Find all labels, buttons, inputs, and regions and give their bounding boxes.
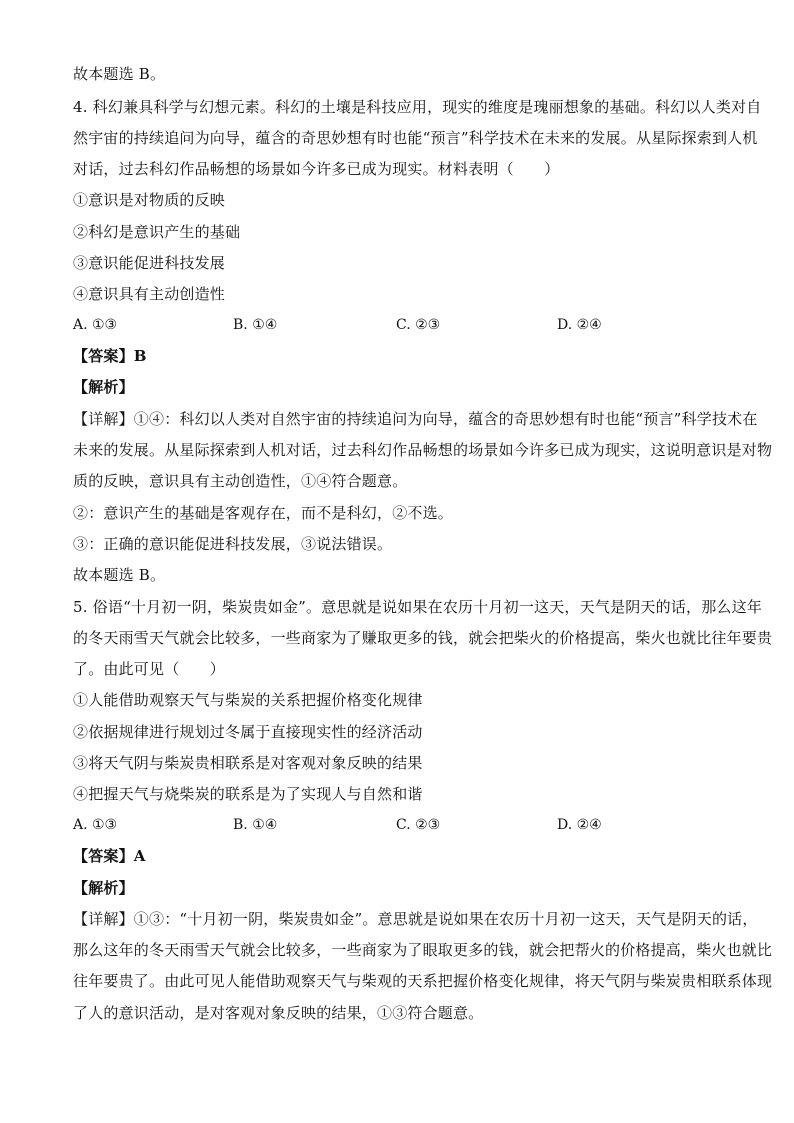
text-line: 的冬天雨雪天气就会比较多，一些商家为了赚取更多的钱，就会把柴火的价格提高，柴火也就比往年要贵 (73, 629, 773, 647)
text-line: 然宇宙的持续追问为向导，蕴含的奇思妙想有时也能“预言”科学技术在未来的发展。从星际探索到人机 (73, 129, 758, 147)
statement-4: ④把握天气与烧柴炭的联系是为了实现人与自然和谐 (73, 785, 423, 803)
statement-1: ①意识是对物质的反映 (73, 191, 226, 209)
explanation-line: 往年要贵了。由此可见人能借助观察天气与柴观的天系把握价格变化规律，将天气阴与柴炭贵相联系体现 (73, 972, 773, 990)
explanation-line: 【详解】①③：“十月初一阴，柴炭贵如金”。意思就是说如果在农历十月初一这天，天气是阴天的话， (73, 910, 758, 928)
statement-3: ③将天气阴与柴炭贵相联系是对客观对象反映的结果 (73, 754, 423, 772)
answer-label: 【答案】A (73, 847, 146, 865)
explanation-line: ②：意识产生的基础是客观存在，而不是科幻，②不选。 (73, 504, 454, 522)
q5-option-a: A. ①③ (73, 817, 118, 833)
statement-3: ③意识能促进科技发展 (73, 254, 226, 272)
statement-1: ①人能借助观察天气与柴炭的关系把握价格变化规律 (73, 691, 423, 709)
q5-option-d: D. ②④ (557, 817, 602, 833)
answer-label: 【答案】B (73, 347, 147, 365)
q4-option-d: D. ②④ (557, 317, 602, 333)
explanation-line: 未来的发展。从星际探索到人机对话，过去科幻作品畅想的场景如今许多已成为现实，这说明意识是对物 (73, 441, 773, 459)
question-4-stem: 4. 科幻兼具科学与幻想元素。科幻的土壤是科技应用，现实的维度是瑰丽想象的基础。科幻以人类对自 (73, 98, 762, 116)
statement-2: ②科幻是意识产生的基础 (73, 223, 241, 241)
text-line: 故本题选 B。 (73, 65, 166, 83)
explanation-line: 质的反映，意识具有主动创造性，①④符合题意。 (73, 472, 408, 490)
explanation-line: 那么这年的冬天雨雪天气就会比较多，一些商家为了眼取更多的钱，就会把帮火的价格提高，柴火也就比 (73, 941, 773, 959)
q4-option-c: C. ②③ (396, 317, 441, 333)
explanation-line: 了人的意识活动，是对客观对象反映的结果，①③符合题意。 (73, 1004, 484, 1022)
q4-option-a: A. ①③ (73, 317, 118, 333)
q5-option-b: B. ①④ (233, 817, 278, 833)
statement-4: ④意识具有主动创造性 (73, 285, 226, 303)
analysis-label: 【解析】 (73, 879, 134, 897)
question-5-stem: 5. 俗语“十月初一阴，柴炭贵如金”。意思就是说如果在农历十月初一这天，天气是阴天的话，那么这年 (73, 598, 763, 616)
text-line: 故本题选 B。 (73, 566, 166, 584)
text-line: 对话，过去科幻作品畅想的场景如今许多已成为现实。材料表明（ ） (73, 160, 560, 178)
text-line: 了。由此可见（ ） (73, 660, 226, 678)
explanation-line: 【详解】①④：科幻以人类对自然宇宙的持续追问为向导，蕴含的奇思妙想有时也能“预言”科学技术在 (73, 410, 758, 428)
explanation-line: ③：正确的意识能促进科技发展，③说法错误。 (73, 535, 393, 553)
statement-2: ②依据规律进行规划过冬属于直接现实性的经济活动 (73, 723, 423, 741)
q5-option-c: C. ②③ (396, 817, 441, 833)
analysis-label: 【解析】 (73, 378, 134, 396)
q4-option-b: B. ①④ (233, 317, 278, 333)
